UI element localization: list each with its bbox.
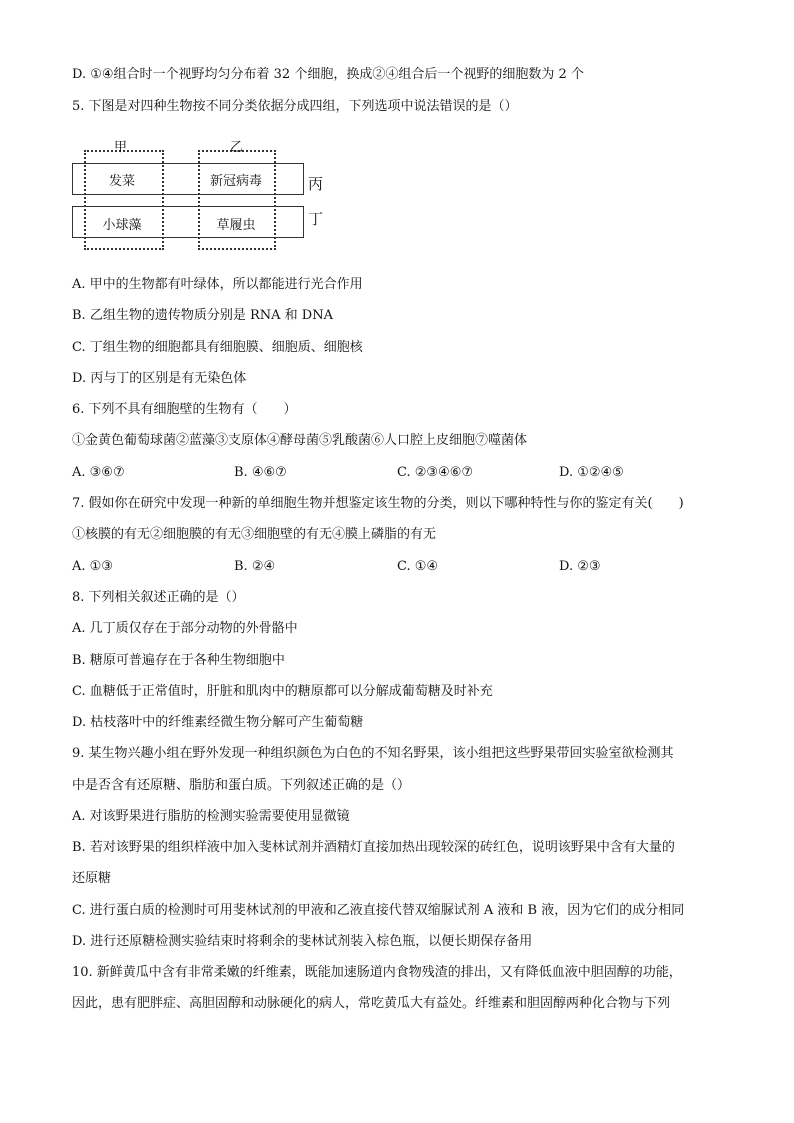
q10-stem-line2: 因此，患有肥胖症、高胆固醇和动脉硬化的病人，常吃黄瓜大有益处。纤维素和胆固醇两种化合物与下列 <box>72 996 671 1011</box>
q6-option-a: A. ③⑥⑦ <box>72 465 125 480</box>
q6-option-d: D. ①②④⑤ <box>559 465 624 480</box>
q7-list: ①核膜的有无②细胞膜的有无③细胞壁的有无④膜上磷脂的有无 <box>72 527 437 542</box>
cell-paramecium: 草履虫 <box>216 218 256 233</box>
q8-option-b: B. 糖原可普遍存在于各种生物细胞中 <box>72 653 285 668</box>
q7-stem: 7. 假如你在研究中发现一种新的单细胞生物并想鉴定该生物的分类，则以下哪种特性与你的鉴定有关( ) <box>72 496 684 511</box>
q7-option-c: C. ①④ <box>397 559 439 574</box>
q6-stem: 6. 下列不具有细胞壁的生物有（ ） <box>72 402 297 417</box>
q5-option-a: A. 甲中的生物都有叶绿体，所以都能进行光合作用 <box>72 277 363 292</box>
q10-stem-line1: 10. 新鲜黄瓜中含有非常柔嫩的纤维素，既能加速肠道内食物残渣的排出，又有降低血液中胆固醇的功能， <box>72 965 682 980</box>
q7-option-b: B. ②④ <box>234 559 276 574</box>
q9-option-a: A. 对该野果进行脂肪的检测实验需要使用显微镜 <box>72 809 350 824</box>
group-yi-box <box>198 150 276 250</box>
q9-option-b-line2: 还原糖 <box>72 871 112 886</box>
q4-option-d: D. ①④组合时一个视野均匀分布着 32 个细胞，换成②④组合后一个视野的细胞数为 2 个 <box>72 67 584 82</box>
q5-option-b: B. 乙组生物的遗传物质分别是 RNA 和 DNA <box>72 308 333 323</box>
q9-option-b-line1: B. 若对该野果的组织样液中加入斐林试剂并酒精灯直接加热出现较深的砖红色，说明该野果中含有大量的 <box>72 840 675 855</box>
label-bing: 丙 <box>308 175 324 193</box>
cell-chlorella: 小球藻 <box>102 218 142 233</box>
label-ding: 丁 <box>308 210 324 228</box>
q5-option-d: D. 丙与丁的区别是有无染色体 <box>72 371 247 386</box>
q9-option-c: C. 进行蛋白质的检测时可用斐林试剂的甲液和乙液直接代替双缩脲试剂 A 液和 B 液，因为它们的成分相同 <box>72 903 685 918</box>
q6-list: ①金黄色葡萄球菌②蓝藻③支原体④酵母菌⑤乳酸菌⑥人口腔上皮细胞⑦噬菌体 <box>72 433 528 448</box>
cell-covid: 新冠病毒 <box>209 174 262 189</box>
q7-option-a: A. ①③ <box>72 559 113 574</box>
label-yi: 乙 <box>230 140 244 155</box>
label-jia: 甲 <box>114 140 128 155</box>
group-jia-box <box>84 150 164 250</box>
cell-facai: 发菜 <box>108 174 135 189</box>
q6-option-b: B. ④⑥⑦ <box>234 465 287 480</box>
q9-stem-line1: 9. 某生物兴趣小组在野外发现一种组织颜色为白色的不知名野果，该小组把这些野果带回实验室欲检测其 <box>72 746 674 761</box>
q8-option-c: C. 血糖低于正常值时，肝脏和肌肉中的糖原都可以分解成葡萄糖及时补充 <box>72 684 493 699</box>
q9-stem-line2: 中是否含有还原糖、脂肪和蛋白质。下列叙述正确的是（） <box>72 778 411 793</box>
q8-option-d: D. 枯枝落叶中的纤维素经微生物分解可产生葡萄糖 <box>72 715 364 730</box>
classification-diagram <box>72 138 332 248</box>
q5-stem: 5. 下图是对四种生物按不同分类依据分成四组，下列选项中说法错误的是（） <box>72 99 518 114</box>
q6-option-c: C. ②③④⑥⑦ <box>397 465 474 480</box>
q5-option-c: C. 丁组生物的细胞都具有细胞膜、细胞质、细胞核 <box>72 340 363 355</box>
q9-option-d: D. 进行还原糖检测实验结束时将剩余的斐林试剂装入棕色瓶，以便长期保存备用 <box>72 934 533 949</box>
q7-option-d: D. ②③ <box>559 559 601 574</box>
q8-option-a: A. 几丁质仅存在于部分动物的外骨骼中 <box>72 621 298 636</box>
q8-stem: 8. 下列相关叙述正确的是（） <box>72 590 245 605</box>
